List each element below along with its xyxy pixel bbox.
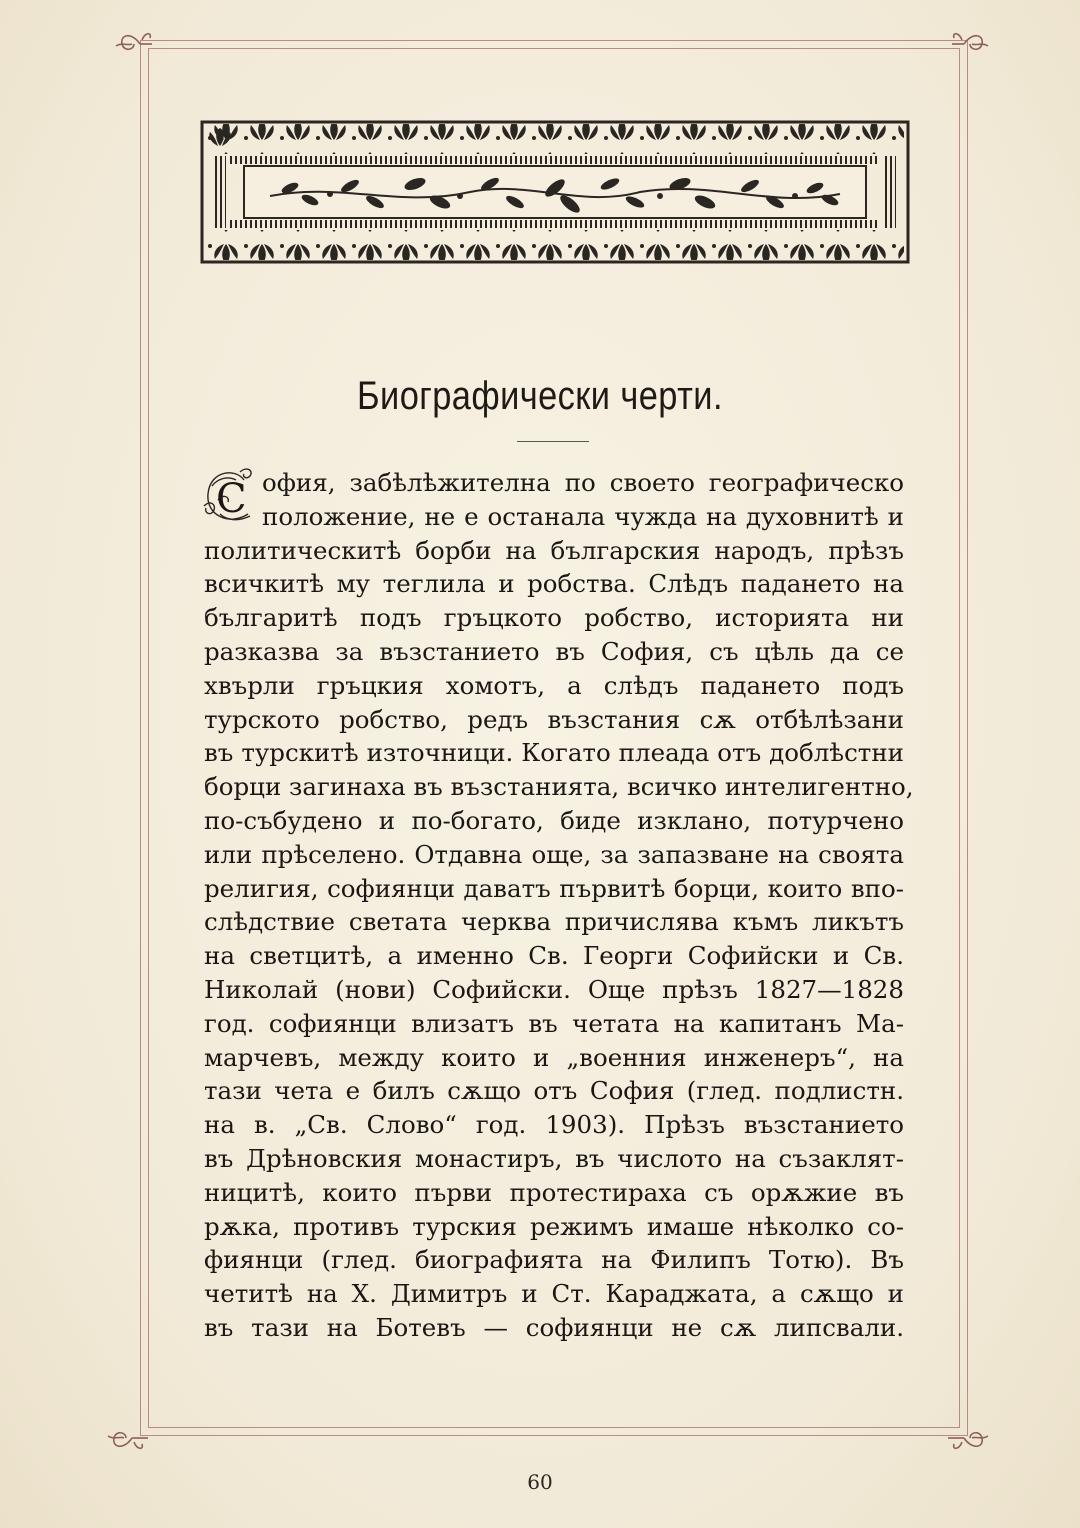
- text-line: хвърли гръцкия хомотъ, а слѣдъ падането подъ: [204, 670, 904, 700]
- text-line: ницитѣ, които първи протестираха съ орѫжие въ: [204, 1177, 904, 1207]
- title-divider: [517, 441, 589, 442]
- text-line: марчевъ, между които и „военния инженеръ“, на: [204, 1042, 904, 1072]
- text-line: четитѣ на Х. Димитръ и Ст. Караджата, а сѫщо и: [204, 1279, 904, 1309]
- body-paragraph: [204, 466, 914, 1345]
- corner-flourish-top-right: [948, 24, 992, 68]
- text-line: всичкитѣ му теглила и робства. Слѣдъ падането на: [204, 569, 904, 599]
- text-line: офия, забѣлѣжителна по своето географическо: [262, 468, 904, 497]
- corner-flourish-bottom-right: [948, 1414, 992, 1458]
- text-line: българитѣ подъ гръцкото робство, историята ни: [204, 603, 904, 633]
- text-line: или прѣселено. Отдавна още, за запазване на своята: [204, 839, 904, 869]
- text-line: тази чета е билъ сѫщо отъ София (глед. подлистн.: [204, 1076, 904, 1106]
- text-line: на в. „Св. Слово“ год. 1903). Прѣзъ възстанието: [204, 1110, 904, 1140]
- text-line: борци загинаха въ възстанията, всичко интелигентно,: [204, 772, 914, 802]
- corner-flourish-top-left: [112, 24, 156, 68]
- text-line: фиянци (глед. биографията на Филипъ Тотю). Въ: [204, 1245, 904, 1275]
- text-line: рѫка, противъ турския режимъ имаше нѣколко со-: [204, 1211, 904, 1241]
- text-line: положение, не е останала чужда на духовнитѣ и: [262, 501, 904, 531]
- text-line: въ тази на Ботевъ — софиянци не сѫ липсвали.: [204, 1312, 904, 1342]
- corner-flourish-bottom-left: [104, 1414, 148, 1458]
- drop-cap-ornament: [200, 466, 260, 528]
- svg-text:С: С: [216, 476, 247, 522]
- text-line: религия, софиянци даватъ първитѣ борци, които впо-: [204, 873, 904, 903]
- text-line: турското робство, редъ възстания сѫ отбѣлѣзани: [204, 704, 904, 734]
- text-line: год. софиянци влизатъ въ четата на капитанъ Ма-: [204, 1008, 904, 1038]
- page-number: 60: [527, 1470, 553, 1494]
- text-line: въ Дрѣновския монастиръ, въ числото на съзаклят-: [204, 1143, 904, 1173]
- text-line: на светцитѣ, а именно Св. Георги Софийски и Св.: [204, 941, 904, 971]
- text-line: разказва за възстанието въ София, съ цѣль да се: [204, 636, 904, 666]
- chapter-title: Биографически черти.: [357, 374, 723, 418]
- text-line: по-събудено и по-богато, биде изклано, потурчено: [204, 805, 904, 835]
- text-line: въ турскитѣ източници. Когато плеада отъ доблѣстни: [204, 738, 904, 768]
- text-line: Николай (нови) Софийски. Още прѣзъ 1827—1828: [204, 974, 904, 1004]
- header-ornament-banner: [200, 112, 910, 272]
- text-line: политическитѣ борби на българския народъ, прѣзъ: [204, 535, 904, 565]
- text-line: слѣдствие светата черква причислява къмъ ликътъ: [204, 907, 904, 937]
